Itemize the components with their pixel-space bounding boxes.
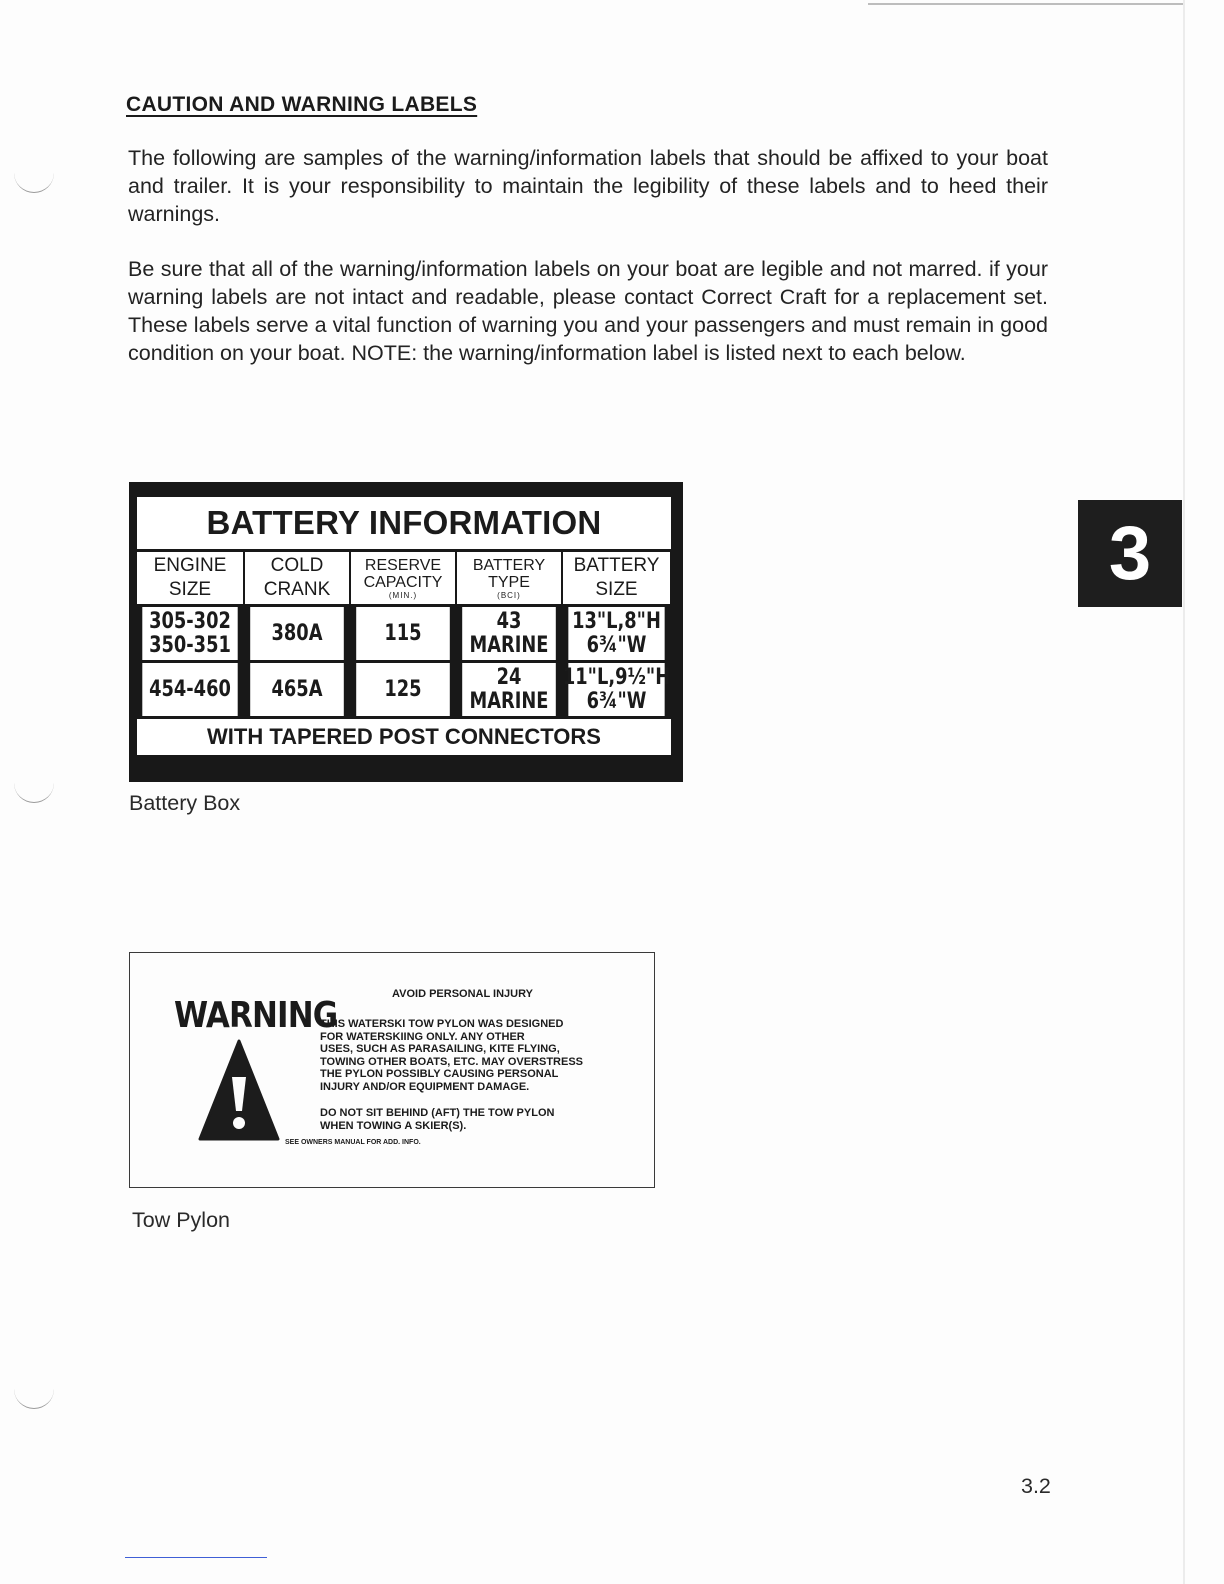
warning-line: THIS WATERSKI TOW PYLON WAS DESIGNED (320, 1018, 564, 1030)
header-line: CRANK (263, 579, 331, 600)
battery-label-footer: WITH TAPERED POST CONNECTORS (137, 719, 671, 755)
cell-battery-size (562, 663, 671, 716)
punch-hole-mark (14, 782, 54, 803)
warning-line: USES, SUCH AS PARASAILING, KITE FLYING, (320, 1043, 560, 1055)
section-tab: 3 (1078, 500, 1182, 607)
warning-word: WARNING (174, 995, 338, 1036)
cell-battery-type (462, 607, 556, 660)
cell-line: 305-302 (149, 608, 231, 634)
punch-hole-mark (14, 172, 54, 193)
header-line: TYPE (488, 573, 530, 591)
header-line: COLD (270, 555, 324, 576)
cell-line: 6¾"W (586, 632, 647, 658)
cell-line: 24 (496, 664, 522, 690)
header-battery-size (563, 552, 670, 604)
header-sub: (MIN.) (388, 590, 418, 600)
cell-line: 43 (496, 608, 522, 634)
tow-pylon-caption: Tow Pylon (132, 1208, 230, 1232)
page-heading: CAUTION AND WARNING LABELS (126, 93, 478, 116)
header-line: RESERVE (364, 556, 442, 574)
cell-line: 6¾"W (586, 688, 647, 714)
warning-line: FOR WATERSKIING ONLY. ANY OTHER (320, 1030, 525, 1043)
bottom-underline (125, 1557, 267, 1558)
warning-body-secondary (320, 1107, 650, 1132)
cell-engine-size: 454-460 (142, 663, 237, 716)
cell-reserve-capacity: 125 (356, 663, 450, 716)
header-line: BATTERY (573, 555, 660, 576)
cell-line: MARINE (469, 632, 549, 658)
battery-box-caption: Battery Box (129, 791, 241, 815)
cell-line: 13"L,8"H (572, 608, 661, 634)
page-edge (1183, 0, 1185, 1584)
header-cold-crank (245, 552, 349, 604)
cell-line: MARINE (469, 688, 549, 714)
top-rule (868, 3, 1184, 5)
header-engine-size (137, 552, 243, 604)
battery-label-title: BATTERY INFORMATION (137, 497, 671, 549)
cell-battery-type (462, 663, 556, 716)
cell-engine-size (142, 607, 237, 660)
header-reserve-capacity (351, 552, 455, 604)
warning-line: INJURY AND/OR EQUIPMENT DAMAGE. (320, 1080, 530, 1093)
tow-pylon-warning-label (129, 952, 655, 1188)
header-line: BATTERY (472, 556, 546, 574)
header-battery-type (457, 552, 561, 604)
punch-hole-mark (14, 1388, 54, 1409)
warning-line: DO NOT SIT BEHIND (AFT) THE TOW PYLON (320, 1107, 555, 1119)
cell-reserve-capacity: 115 (356, 607, 450, 660)
warning-footnote: SEE OWNERS MANUAL FOR ADD. INFO. (285, 1139, 421, 1146)
intro-paragraph: The following are samples of the warning/information labels that should be affixed to your boat and trailer. It is your responsibility to maintain the legibility of these labels and to heed their warnings. (128, 146, 1048, 226)
warning-headline: AVOID PERSONAL INJURY (392, 988, 533, 1000)
cell-line: 350-351 (149, 632, 231, 658)
header-line: ENGINE (153, 555, 227, 576)
warning-line: TOWING OTHER BOATS, ETC. MAY OVERSTRESS (320, 1055, 584, 1068)
cell-line: 11"L,9½"H (562, 664, 671, 690)
battery-information-label (129, 482, 683, 782)
cell-battery-size (568, 607, 664, 660)
warning-body (320, 1018, 650, 1093)
header-line: SIZE (595, 579, 638, 600)
warning-line: WHEN TOWING A SKIER(S). (320, 1119, 467, 1132)
page-number: 3.2 (1021, 1474, 1051, 1498)
cell-cold-crank: 465A (250, 663, 344, 716)
warning-line: THE PYLON POSSIBLY CAUSING PERSONAL (320, 1068, 559, 1080)
battery-table (137, 552, 671, 716)
header-line: CAPACITY (363, 573, 443, 591)
warning-triangle-icon (198, 1039, 280, 1141)
header-line: SIZE (168, 579, 212, 600)
cell-cold-crank: 380A (250, 607, 344, 660)
instructions-paragraph: Be sure that all of the warning/information labels on your boat are legible and not marred. if your warning labels are not intact and readable, please contact Correct Craft for a replacement set. These labels serve a vital function of warning you and your passengers and must remain in good condition on your boat. NOTE: the warning/information label is listed next to each below. (128, 257, 1048, 365)
header-sub: (BCI) (497, 590, 521, 600)
